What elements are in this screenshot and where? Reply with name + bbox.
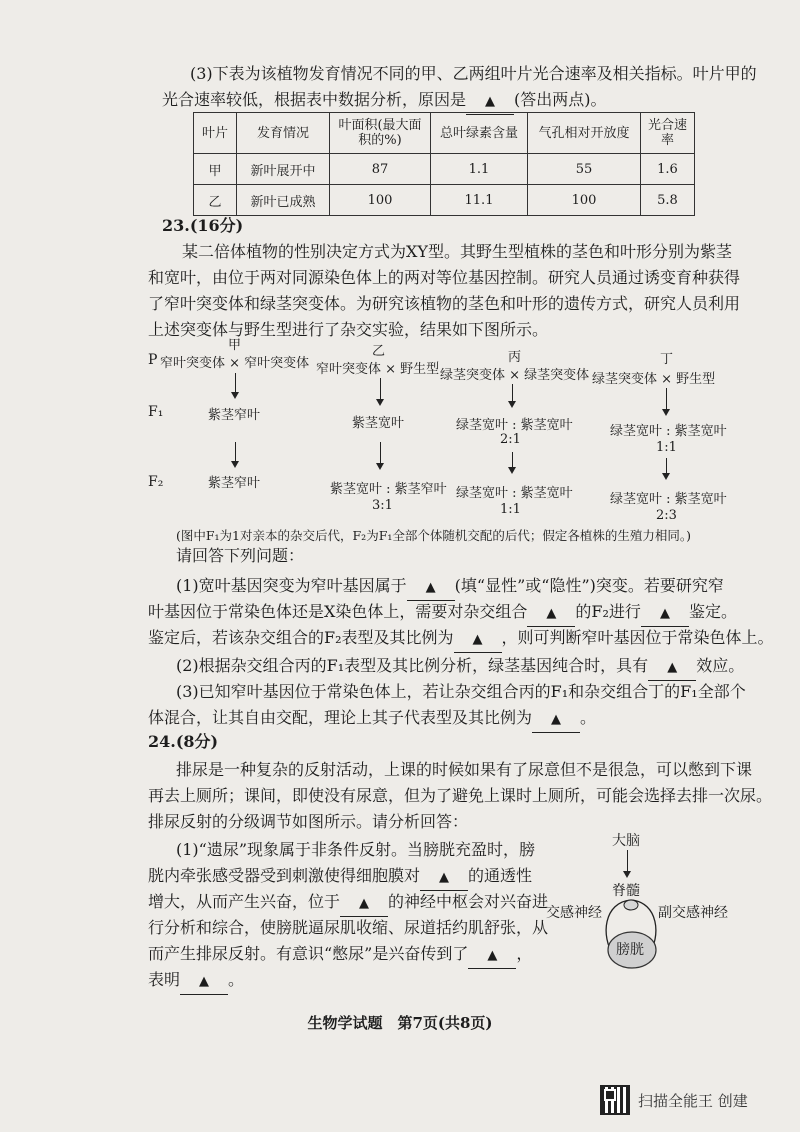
group-bing-f1: 绿茎宽叶 : 紫茎宽叶 <box>456 418 573 433</box>
answer-blank[interactable]: ▲ <box>420 864 468 891</box>
sympathetic-label: 交感神经 <box>546 905 602 921</box>
q22-3-line1: (3)下表为该植物发育情况不同的甲、乙两组叶片光合速率及相关指标。叶片甲的 <box>190 64 757 83</box>
table-header: 发育情况 <box>237 113 330 154</box>
group-jia-f2: 紫茎窄叶 <box>208 476 261 491</box>
table-cell: 新叶已成熟 <box>237 185 330 216</box>
q23-1-line2: 叶基因位于常染色体还是X染色体上，需要对杂交组合 ▲ 的F₂进行 ▲ 鉴定。 <box>148 600 737 627</box>
group-ding-f1: 绿茎宽叶 : 紫茎宽叶 <box>610 424 727 439</box>
q24-1-line2: 胱内牵张感受器受到刺激使得细胞膜对 ▲ 的通透性 <box>148 864 532 891</box>
group-ding-f2-ratio: 2:3 <box>656 508 677 523</box>
table-row <box>194 154 695 185</box>
answer-blank[interactable]: ▲ <box>468 942 516 969</box>
q24-1-line6: 表明 ▲ 。 <box>148 968 244 995</box>
group-ding-f1-ratio: 1:1 <box>656 440 677 455</box>
bladder-label: 膀胱 <box>616 942 644 958</box>
table-header: 光合速率 <box>641 113 695 154</box>
group-ding-f2: 绿茎宽叶 : 紫茎宽叶 <box>610 492 727 507</box>
q23-prompt: 请回答下列问题： <box>176 546 305 565</box>
group-bing-f1-ratio: 2:1 <box>500 432 521 447</box>
brain-label: 大脑 <box>612 833 640 849</box>
q23-intro-line: 上述突变体与野生型进行了杂交实验，结果如下图所示。 <box>148 320 549 339</box>
answer-blank[interactable]: ▲ <box>648 654 696 681</box>
q24-1-line3: 增大，从而产生兴奋，位于 ▲ 的神经中枢会对兴奋进 <box>148 890 548 917</box>
p-generation-label: P <box>148 352 158 368</box>
spine-label: 脊髓 <box>612 883 640 899</box>
q23-heading: 23.(16分) <box>162 216 244 235</box>
answer-blank[interactable]: ▲ <box>466 88 514 115</box>
q24-1-line5: 而产生排尿反射。有意识“憋尿”是兴奋传到了 ▲ ， <box>148 942 532 969</box>
q22-3-text-end: (答出两点)。 <box>514 90 607 109</box>
parasympathetic-label: 副交感神经 <box>658 905 728 921</box>
table-header: 总叶绿素含量 <box>431 113 528 154</box>
table-cell: 乙 <box>194 185 237 216</box>
answer-blank[interactable]: ▲ <box>340 890 388 917</box>
table-cell: 55 <box>528 154 641 185</box>
scanner-label: 扫描全能王 创建 <box>638 1091 748 1110</box>
arrow-icon <box>666 458 667 478</box>
answer-blank[interactable]: ▲ <box>641 600 689 627</box>
scanner-watermark <box>600 1085 748 1115</box>
answer-blank[interactable]: ▲ <box>532 706 580 733</box>
table-cell: 甲 <box>194 154 237 185</box>
table-header-row <box>194 113 695 154</box>
group-yi-f2-ratio: 3:1 <box>372 498 393 513</box>
q22-3-line2 <box>162 88 607 115</box>
table-cell: 5.8 <box>641 185 695 216</box>
q23-3-line2: 体混合，让其自由交配，理论上其子代表型及其比例为 ▲ 。 <box>148 706 596 733</box>
group-yi-f2: 紫茎宽叶 : 紫茎窄叶 <box>330 482 447 497</box>
qr-code-icon <box>600 1085 630 1115</box>
group-bing-cross: 绿茎突变体 × 绿茎突变体 <box>440 368 590 383</box>
arrow-icon <box>380 442 381 468</box>
group-jia-f1: 紫茎窄叶 <box>208 408 261 423</box>
group-jia-title: 甲 <box>228 338 242 353</box>
table-header: 气孔相对开放度 <box>528 113 641 154</box>
q24-intro-line: 排尿反射的分级调节如图所示。请分析回答： <box>148 812 469 831</box>
q24-heading: 24.(8分) <box>148 732 219 751</box>
diagram-note: (图中F₁为1对亲本的杂交后代，F₂为F₁全部个体随机交配的后代；假定各植株的生殖力相同。) <box>176 528 692 543</box>
table-cell: 11.1 <box>431 185 528 216</box>
q23-intro-line: 和宽叶，由位于两对同源染色体上的两对等位基因控制。研究人员通过诱变育种获得 <box>148 268 741 287</box>
q23-3-line1: (3)已知窄叶基因位于常染色体上，若让杂交组合丙的F₁和杂交组合丁的F₁全部个 <box>176 682 746 701</box>
arrow-icon <box>627 850 628 876</box>
arrow-icon <box>380 378 381 404</box>
q23-1-line1: (1)宽叶基因突变为窄叶基因属于 ▲ (填“显性”或“隐性”)突变。若要研究窄 <box>176 574 724 601</box>
f1-generation-label: F₁ <box>148 404 164 420</box>
group-yi-f1: 紫茎宽叶 <box>352 416 405 431</box>
q24-intro-line: 再去上厕所；课间，即使没有尿意，但为了避免上课时上厕所，可能会选择去排一次尿。 <box>148 786 773 805</box>
q23-1-line3: 鉴定后，若该杂交组合的F₂表型及其比例为 ▲ ，则可判断窄叶基因位于常染色体上。 <box>148 626 774 653</box>
arrow-icon <box>512 452 513 472</box>
group-ding-title: 丁 <box>660 352 674 367</box>
q22-3-text: 光合速率较低，根据表中数据分析，原因是 <box>162 90 467 109</box>
answer-blank[interactable]: ▲ <box>180 968 228 995</box>
group-jia-cross: 窄叶突变体 × 窄叶突变体 <box>160 356 310 371</box>
arrow-icon <box>666 388 667 414</box>
group-bing-f2: 绿茎宽叶 : 紫茎宽叶 <box>456 486 573 501</box>
answer-blank[interactable]: ▲ <box>527 600 575 627</box>
table-cell: 1.6 <box>641 154 695 185</box>
arrow-icon <box>235 442 236 466</box>
q23-intro-line: 了窄叶突变体和绿茎突变体。为研究该植物的茎色和叶形的遗传方式，研究人员利用 <box>148 294 741 313</box>
q23-intro-line: 某二倍体植物的性别决定方式为XY型。其野生型植株的茎色和叶形分别为紫茎 <box>182 242 732 261</box>
group-yi-title: 乙 <box>372 344 386 359</box>
group-yi-cross: 窄叶突变体 × 野生型 <box>316 362 440 377</box>
table-cell: 100 <box>528 185 641 216</box>
answer-blank[interactable]: ▲ <box>407 574 455 601</box>
arrow-icon <box>235 373 236 397</box>
f2-generation-label: F₂ <box>148 474 164 490</box>
table-row <box>194 185 695 216</box>
q24-1-line1: (1)“遗尿”现象属于非条件反射。当膀胱充盈时，膀 <box>176 840 536 859</box>
page-footer: 生物学试题 第7页(共8页) <box>307 1014 493 1032</box>
table-header: 叶面积(最大面积的%) <box>330 113 431 154</box>
arrow-icon <box>512 384 513 406</box>
table-cell: 100 <box>330 185 431 216</box>
leaf-data-table <box>193 112 695 216</box>
table-header: 叶片 <box>194 113 237 154</box>
table-cell: 1.1 <box>431 154 528 185</box>
group-bing-title: 丙 <box>508 350 522 365</box>
table-cell: 新叶展开中 <box>237 154 330 185</box>
q24-1-line4: 行分析和综合，使膀胱逼尿肌收缩、尿道括约肌舒张，从 <box>148 918 549 937</box>
group-bing-f2-ratio: 1:1 <box>500 502 521 517</box>
table-cell: 87 <box>330 154 431 185</box>
q23-2: (2)根据杂交组合丙的F₁表型及其比例分析，绿茎基因纯合时，具有 ▲ 效应。 <box>176 654 744 681</box>
answer-blank[interactable]: ▲ <box>454 626 502 653</box>
group-ding-cross: 绿茎突变体 × 野生型 <box>592 372 716 387</box>
q24-intro-line: 排尿是一种复杂的反射活动，上课的时候如果有了尿意但不是很急，可以憋到下课 <box>176 760 753 779</box>
